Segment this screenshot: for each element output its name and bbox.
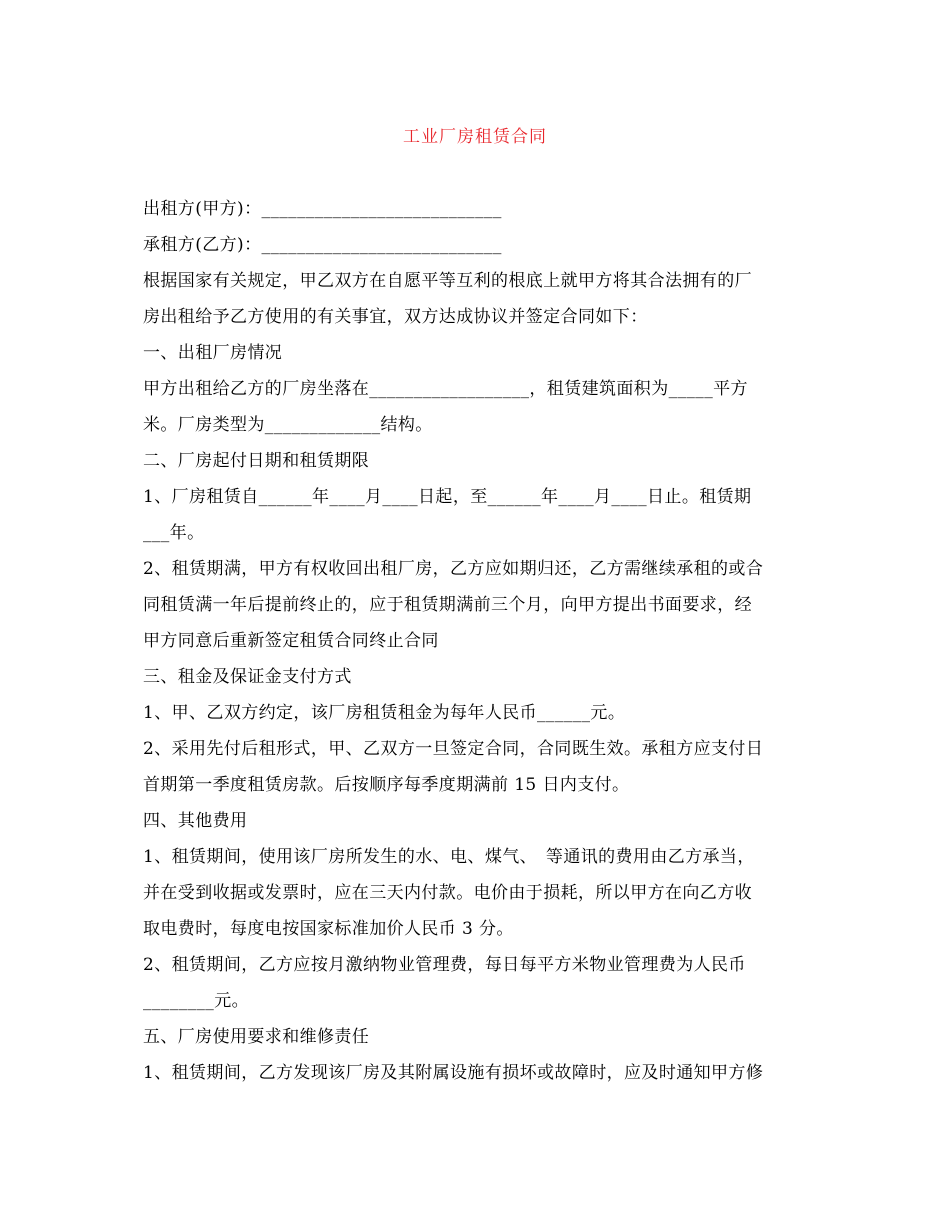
- text-line: 房出租给予乙方使用的有关事宜，双方达成协议并签定合同如下：: [143, 307, 648, 327]
- text-line: 1、甲、乙双方约定，该厂房租赁租金为每年人民币______元。: [143, 703, 626, 723]
- text-line: 2、租赁期间，乙方应按月激纳物业管理费，每日每平方米物业管理费为人民币: [143, 955, 746, 975]
- section-heading: 三、租金及保证金支付方式: [143, 667, 352, 687]
- text-line: 承租方(乙方)：___________________________: [143, 235, 502, 255]
- section-heading: 五、厂房使用要求和维修责任: [143, 1027, 370, 1047]
- text-line: 同租赁满一年后提前终止的，应于租赁期满前三个月，向甲方提出书面要求，经: [143, 595, 752, 615]
- section-heading: 二、厂房起付日期和租赁期限: [143, 451, 370, 471]
- text-line: 1、厂房租赁自______年____月____日起，至______年____月____日止。租赁期: [143, 487, 752, 507]
- text-line: ___年。: [143, 523, 205, 543]
- text-line: 根据国家有关规定，甲乙双方在自愿平等互利的根底上就甲方将其合法拥有的厂: [143, 271, 752, 291]
- text-line: 2、采用先付后租形式，甲、乙双方一旦签定合同，合同既生效。承租方应支付日: [143, 739, 764, 759]
- text-line: 甲方出租给乙方的厂房坐落在__________________，租赁建筑面积为_____平方: [143, 379, 748, 399]
- text-line: 首期第一季度租赁房款。后按顺序每季度期满前 15 日内支付。: [143, 775, 630, 795]
- text-line: 米。厂房类型为_____________结构。: [143, 415, 433, 435]
- section-heading: 一、出租厂房情况: [143, 343, 283, 363]
- text-line: 甲方同意后重新签定租赁合同终止合同: [143, 631, 439, 651]
- text-line: ________元。: [143, 991, 249, 1011]
- text-line: 取电费时，每度电按国家标准加价人民币 3 分。: [143, 919, 514, 939]
- document-body: [143, 191, 813, 1091]
- text-line: 并在受到收据或发票时，应在三天内付款。电价由于损耗，所以甲方在向乙方收: [143, 883, 752, 903]
- document-title: 工业厂房租赁合同: [403, 127, 547, 147]
- section-heading: 四、其他费用: [143, 811, 248, 831]
- text-line: 1、租赁期间，使用该厂房所发生的水、电、煤气、 等通讯的费用由乙方承当，: [143, 847, 755, 867]
- text-line: 1、租赁期间，乙方发现该厂房及其附属设施有损坏或故障时，应及时通知甲方修: [143, 1063, 764, 1083]
- text-line: 2、租赁期满，甲方有权收回出租厂房，乙方应如期归还，乙方需继续承租的或合: [143, 559, 764, 579]
- text-line: 出租方(甲方)：___________________________: [143, 199, 502, 219]
